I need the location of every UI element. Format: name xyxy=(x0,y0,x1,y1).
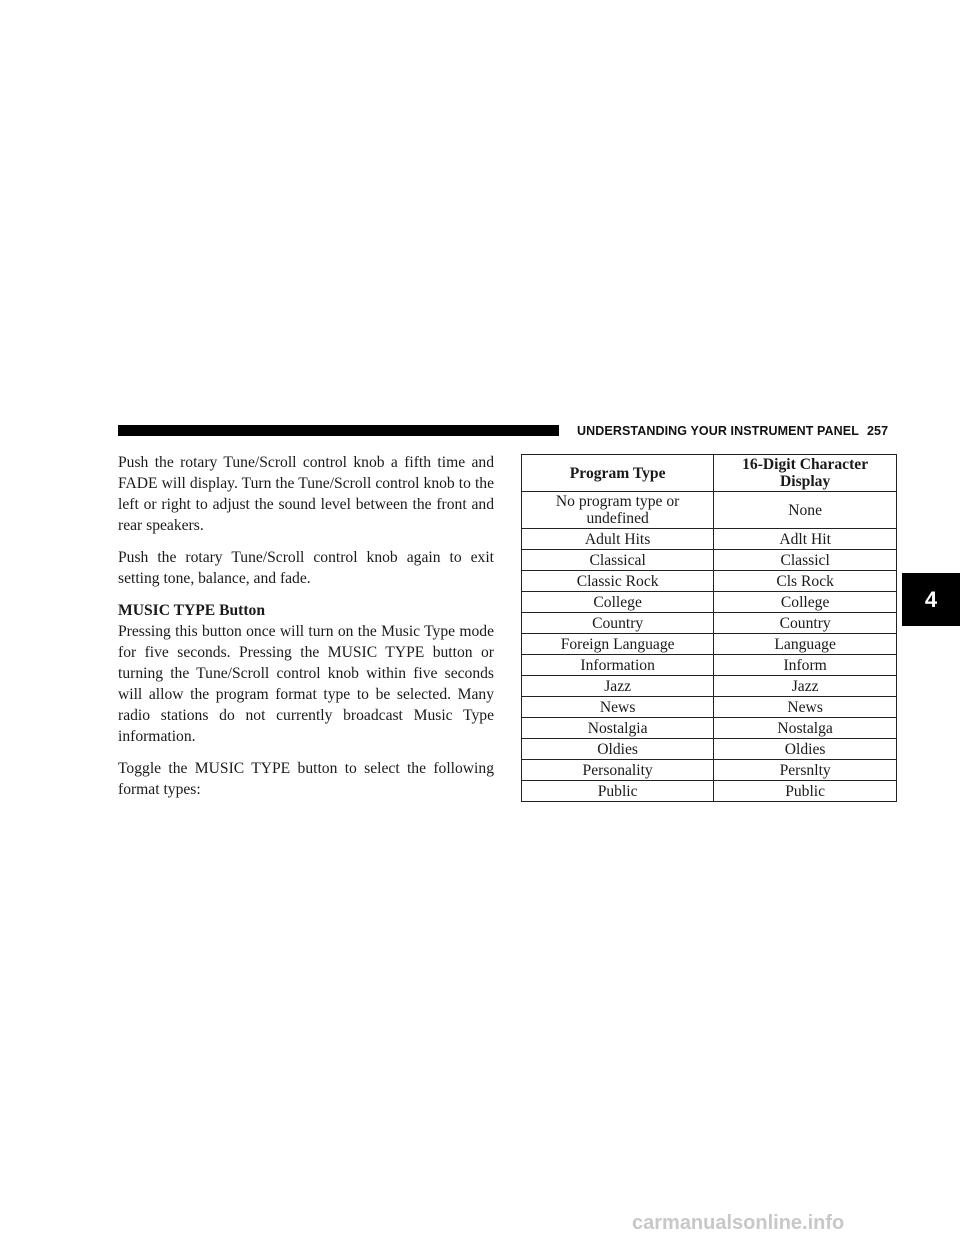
table-row xyxy=(522,529,897,550)
display-cell: Country xyxy=(714,613,897,634)
program-type-cell: Information xyxy=(522,655,714,676)
program-type-cell: Foreign Language xyxy=(522,634,714,655)
program-type-cell: Jazz xyxy=(522,676,714,697)
program-type-cell: Classical xyxy=(522,550,714,571)
watermark: carmanualsonline.info xyxy=(632,1212,845,1234)
display-cell: Persnlty xyxy=(714,760,897,781)
display-cell: Adlt Hit xyxy=(714,529,897,550)
section-title: UNDERSTANDING YOUR INSTRUMENT PANEL xyxy=(577,424,859,438)
program-type-cell: Country xyxy=(522,613,714,634)
table-row xyxy=(522,697,897,718)
display-cell: Nostalga xyxy=(714,718,897,739)
column-header: Program Type xyxy=(522,455,714,492)
section-heading: MUSIC TYPE Button xyxy=(118,602,266,619)
column-header: 16-Digit Character Display xyxy=(714,455,897,492)
display-cell: Inform xyxy=(714,655,897,676)
table-header-row xyxy=(522,455,897,492)
table-row xyxy=(522,592,897,613)
display-cell: Language xyxy=(714,634,897,655)
chapter-tab: 4 xyxy=(902,573,960,626)
paragraph-fade: Push the rotary Tune/Scroll control knob a fifth time and FADE will display. Turn the Tune/Scroll control knob to the left or right to adjust the sound level between the front and rear speakers. xyxy=(118,454,494,534)
paragraph-music-type: Pressing this button once will turn on the Music Type mode for five seconds. Pressing the MUSIC TYPE button or turning the Tune/Scroll control knob within five seconds will allow the program format type to be selected. Many radio stations do not currently broadcast Music Type information. xyxy=(118,623,494,745)
display-cell: Oldies xyxy=(714,739,897,760)
paragraph-exit: Push the rotary Tune/Scroll control knob again to exit setting tone, balance, and fade. xyxy=(118,549,494,587)
header-rule xyxy=(118,425,559,436)
page-number: 257 xyxy=(866,424,889,438)
program-type-cell: Adult Hits xyxy=(522,529,714,550)
program-type-cell: Classic Rock xyxy=(522,571,714,592)
body-column xyxy=(118,452,494,811)
display-cell: None xyxy=(714,492,897,529)
program-type-cell: Public xyxy=(522,781,714,802)
table-row xyxy=(522,634,897,655)
display-cell: Classicl xyxy=(714,550,897,571)
table-row xyxy=(522,492,897,529)
program-type-cell: Nostalgia xyxy=(522,718,714,739)
display-cell: Jazz xyxy=(714,676,897,697)
program-type-table xyxy=(521,454,897,802)
table-row xyxy=(522,760,897,781)
program-type-cell: Personality xyxy=(522,760,714,781)
display-cell: College xyxy=(714,592,897,613)
paragraph-toggle: Toggle the MUSIC TYPE button to select the following format types: xyxy=(118,760,494,798)
table-row xyxy=(522,718,897,739)
table-row xyxy=(522,781,897,802)
display-cell: Public xyxy=(714,781,897,802)
table-row xyxy=(522,655,897,676)
table-row xyxy=(522,676,897,697)
program-type-cell: News xyxy=(522,697,714,718)
table-row xyxy=(522,550,897,571)
table-row xyxy=(522,571,897,592)
display-cell: Cls Rock xyxy=(714,571,897,592)
program-type-cell: College xyxy=(522,592,714,613)
program-type-cell: No program type or undefined xyxy=(522,492,714,529)
display-cell: News xyxy=(714,697,897,718)
table-row xyxy=(522,613,897,634)
table-row xyxy=(522,739,897,760)
program-type-cell: Oldies xyxy=(522,739,714,760)
running-header xyxy=(577,423,888,439)
